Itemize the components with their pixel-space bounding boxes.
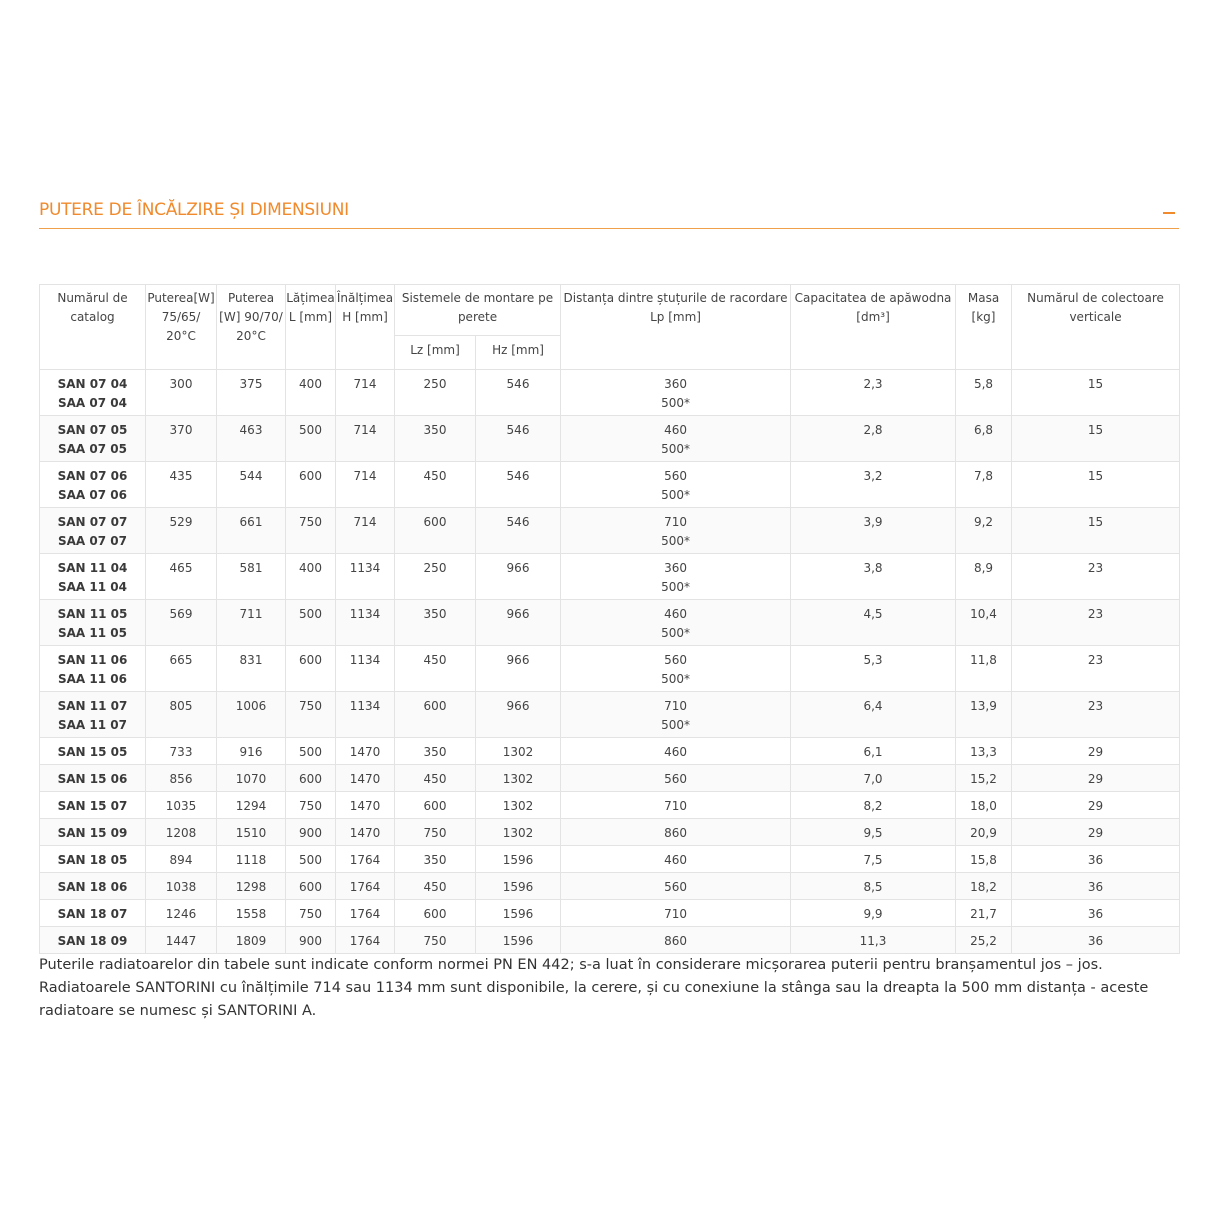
catalog-number-line: SAN 15 05 — [57, 745, 128, 759]
distance-cell — [561, 508, 791, 554]
height-cell: 1470 — [336, 792, 395, 819]
catalog-number — [40, 792, 146, 819]
collectors-cell: 36 — [1012, 927, 1180, 954]
width-cell: 900 — [286, 819, 336, 846]
mass-cell: 8,9 — [956, 554, 1012, 600]
power-90-cell: 916 — [217, 738, 286, 765]
power-75-cell: 465 — [146, 554, 217, 600]
mass-cell: 7,8 — [956, 462, 1012, 508]
catalog-number-line: SAA 11 05 — [58, 626, 127, 640]
height-cell: 714 — [336, 370, 395, 416]
mass-cell: 13,3 — [956, 738, 1012, 765]
distance-cell — [561, 692, 791, 738]
distance-cell-line: 500* — [661, 580, 690, 594]
width-cell: 500 — [286, 600, 336, 646]
power-90-cell: 661 — [217, 508, 286, 554]
hz-cell: 1302 — [476, 819, 561, 846]
power-90-cell: 1809 — [217, 927, 286, 954]
power-75-cell: 1208 — [146, 819, 217, 846]
hz-cell: 1302 — [476, 765, 561, 792]
lz-cell: 450 — [395, 646, 476, 692]
power-90-cell: 375 — [217, 370, 286, 416]
lz-cell: 350 — [395, 416, 476, 462]
table-row — [40, 927, 1180, 954]
catalog-number-line: SAN 18 07 — [57, 907, 128, 921]
lz-cell: 750 — [395, 819, 476, 846]
table-row — [40, 416, 1180, 462]
table-row — [40, 462, 1180, 508]
mass-cell: 11,8 — [956, 646, 1012, 692]
lz-cell: 250 — [395, 554, 476, 600]
catalog-number — [40, 900, 146, 927]
distance-cell-line: 500* — [661, 534, 690, 548]
distance-cell — [561, 416, 791, 462]
mass-cell: 21,7 — [956, 900, 1012, 927]
distance-cell — [561, 819, 791, 846]
table-row — [40, 692, 1180, 738]
height-cell: 1470 — [336, 819, 395, 846]
collectors-cell: 29 — [1012, 765, 1180, 792]
capacity-cell: 6,4 — [791, 692, 956, 738]
header-hz: Hz [mm] — [476, 336, 561, 370]
capacity-cell: 5,3 — [791, 646, 956, 692]
table-row — [40, 738, 1180, 765]
table-row — [40, 873, 1180, 900]
distance-cell-line: 500* — [661, 626, 690, 640]
catalog-number-line: SAA 11 04 — [58, 580, 127, 594]
height-cell: 1764 — [336, 846, 395, 873]
width-cell: 750 — [286, 900, 336, 927]
hz-cell: 546 — [476, 370, 561, 416]
width-cell: 600 — [286, 462, 336, 508]
collectors-cell: 15 — [1012, 508, 1180, 554]
distance-cell-line: 500* — [661, 718, 690, 732]
distance-cell-line: 860 — [664, 934, 687, 948]
width-cell: 750 — [286, 792, 336, 819]
mass-cell: 25,2 — [956, 927, 1012, 954]
mass-cell: 13,9 — [956, 692, 1012, 738]
power-90-cell: 711 — [217, 600, 286, 646]
power-75-cell: 733 — [146, 738, 217, 765]
collectors-cell: 23 — [1012, 692, 1180, 738]
header-lz: Lz [mm] — [395, 336, 476, 370]
mass-cell: 10,4 — [956, 600, 1012, 646]
catalog-number-line: SAA 07 07 — [58, 534, 127, 548]
height-cell: 1134 — [336, 692, 395, 738]
catalog-number — [40, 819, 146, 846]
power-90-cell: 1006 — [217, 692, 286, 738]
power-75-cell: 529 — [146, 508, 217, 554]
distance-cell — [561, 846, 791, 873]
hz-cell: 546 — [476, 508, 561, 554]
capacity-cell: 4,5 — [791, 600, 956, 646]
distance-cell-line: 560 — [664, 469, 687, 483]
distance-cell — [561, 370, 791, 416]
table-row — [40, 900, 1180, 927]
collectors-cell: 23 — [1012, 554, 1180, 600]
lz-cell: 600 — [395, 508, 476, 554]
catalog-number-line: SAA 07 06 — [58, 488, 127, 502]
hz-cell: 966 — [476, 600, 561, 646]
distance-cell-line: 560 — [664, 772, 687, 786]
power-75-cell: 665 — [146, 646, 217, 692]
power-90-cell: 581 — [217, 554, 286, 600]
power-75-cell: 856 — [146, 765, 217, 792]
power-75-cell: 1035 — [146, 792, 217, 819]
power-90-cell: 1118 — [217, 846, 286, 873]
capacity-cell: 3,2 — [791, 462, 956, 508]
collectors-cell: 36 — [1012, 873, 1180, 900]
lz-cell: 450 — [395, 462, 476, 508]
table-row — [40, 370, 1180, 416]
width-cell: 750 — [286, 692, 336, 738]
lz-cell: 600 — [395, 792, 476, 819]
table-row — [40, 819, 1180, 846]
hz-cell: 546 — [476, 416, 561, 462]
distance-cell-line: 710 — [664, 799, 687, 813]
power-90-cell: 831 — [217, 646, 286, 692]
distance-cell-line: 860 — [664, 826, 687, 840]
distance-cell-line: 500* — [661, 442, 690, 456]
power-75-cell: 805 — [146, 692, 217, 738]
width-cell: 500 — [286, 846, 336, 873]
distance-cell-line: 500* — [661, 672, 690, 686]
hz-cell: 1596 — [476, 846, 561, 873]
distance-cell — [561, 900, 791, 927]
width-cell: 500 — [286, 738, 336, 765]
distance-cell — [561, 765, 791, 792]
hz-cell: 1596 — [476, 927, 561, 954]
catalog-number-line: SAN 11 06 — [57, 653, 128, 667]
catalog-number-line: SAN 15 09 — [57, 826, 128, 840]
catalog-number — [40, 692, 146, 738]
header-capacity: Capacitatea de apăwodna [dm³] — [791, 285, 956, 370]
distance-cell-line: 460 — [664, 607, 687, 621]
footnote-line-1: Puterile radiatoarelor din tabele sunt indicate conform normei PN EN 442; s-a luat în considerare micșorarea puterii pentru branșamentul jos – jos. — [39, 957, 1103, 973]
catalog-number-line: SAN 18 09 — [57, 934, 128, 948]
section-header[interactable] — [39, 198, 1179, 229]
height-cell: 1134 — [336, 646, 395, 692]
width-cell: 400 — [286, 370, 336, 416]
power-90-cell: 1298 — [217, 873, 286, 900]
lz-cell: 450 — [395, 873, 476, 900]
height-cell: 1764 — [336, 927, 395, 954]
distance-cell-line: 500* — [661, 488, 690, 502]
catalog-number — [40, 738, 146, 765]
lz-cell: 600 — [395, 900, 476, 927]
distance-cell-line: 460 — [664, 423, 687, 437]
capacity-cell: 8,2 — [791, 792, 956, 819]
distance-cell — [561, 927, 791, 954]
catalog-number — [40, 600, 146, 646]
catalog-number — [40, 554, 146, 600]
capacity-cell: 9,9 — [791, 900, 956, 927]
catalog-number — [40, 846, 146, 873]
collectors-cell: 15 — [1012, 370, 1180, 416]
distance-cell-line: 710 — [664, 515, 687, 529]
power-75-cell: 1246 — [146, 900, 217, 927]
distance-cell — [561, 646, 791, 692]
table-row — [40, 765, 1180, 792]
height-cell: 1470 — [336, 765, 395, 792]
capacity-cell: 3,8 — [791, 554, 956, 600]
header-power-90: Puterea [W] 90/70/ 20°C — [217, 285, 286, 370]
lz-cell: 350 — [395, 738, 476, 765]
catalog-number-line: SAN 07 04 — [57, 377, 128, 391]
table-body — [40, 370, 1180, 954]
distance-cell-line: 560 — [664, 880, 687, 894]
power-75-cell: 370 — [146, 416, 217, 462]
mass-cell: 20,9 — [956, 819, 1012, 846]
width-cell: 600 — [286, 765, 336, 792]
catalog-number-line: SAA 11 06 — [58, 672, 127, 686]
catalog-number-line: SAN 18 06 — [57, 880, 128, 894]
power-75-cell: 1038 — [146, 873, 217, 900]
table-row — [40, 792, 1180, 819]
height-cell: 714 — [336, 416, 395, 462]
catalog-number-line: SAA 07 04 — [58, 396, 127, 410]
capacity-cell: 2,8 — [791, 416, 956, 462]
footnote-line-2: Radiatoarele SANTORINI cu înălțimile 714 sau 1134 mm sunt disponibile, la cerere, și cu conexiune la stânga sau la dreapta la 500 mm distanța - aceste radiatoare se numesc și SANTORINI A. — [39, 980, 1149, 1019]
power-90-cell: 1558 — [217, 900, 286, 927]
collectors-cell: 36 — [1012, 900, 1180, 927]
power-90-cell: 1510 — [217, 819, 286, 846]
width-cell: 500 — [286, 416, 336, 462]
lz-cell: 350 — [395, 846, 476, 873]
catalog-number — [40, 462, 146, 508]
header-catalog: Numărul de catalog — [40, 285, 146, 370]
catalog-number-line: SAN 07 06 — [57, 469, 128, 483]
height-cell: 1134 — [336, 554, 395, 600]
table-row — [40, 554, 1180, 600]
catalog-number-line: SAN 11 05 — [57, 607, 128, 621]
hz-cell: 966 — [476, 554, 561, 600]
distance-cell-line: 500* — [661, 396, 690, 410]
mass-cell: 5,8 — [956, 370, 1012, 416]
height-cell: 1134 — [336, 600, 395, 646]
width-cell: 600 — [286, 873, 336, 900]
collectors-cell: 29 — [1012, 819, 1180, 846]
height-cell: 714 — [336, 462, 395, 508]
height-cell: 1470 — [336, 738, 395, 765]
section-title: PUTERE DE ÎNCĂLZIRE ȘI DIMENSIUNI — [39, 200, 349, 220]
capacity-cell: 9,5 — [791, 819, 956, 846]
distance-cell-line: 560 — [664, 653, 687, 667]
collectors-cell: 29 — [1012, 792, 1180, 819]
height-cell: 714 — [336, 508, 395, 554]
header-mass: Masa [kg] — [956, 285, 1012, 370]
hz-cell: 966 — [476, 692, 561, 738]
distance-cell-line: 360 — [664, 561, 687, 575]
header-collectors: Numărul de colectoare verticale — [1012, 285, 1180, 370]
power-90-cell: 544 — [217, 462, 286, 508]
capacity-cell: 2,3 — [791, 370, 956, 416]
width-cell: 750 — [286, 508, 336, 554]
table-row — [40, 508, 1180, 554]
power-75-cell: 300 — [146, 370, 217, 416]
hz-cell: 1596 — [476, 873, 561, 900]
distance-cell — [561, 738, 791, 765]
distance-cell — [561, 554, 791, 600]
hz-cell: 1596 — [476, 900, 561, 927]
lz-cell: 750 — [395, 927, 476, 954]
lz-cell: 450 — [395, 765, 476, 792]
catalog-number — [40, 646, 146, 692]
hz-cell: 1302 — [476, 738, 561, 765]
width-cell: 400 — [286, 554, 336, 600]
collectors-cell: 23 — [1012, 600, 1180, 646]
height-cell: 1764 — [336, 873, 395, 900]
distance-cell — [561, 792, 791, 819]
distance-cell-line: 710 — [664, 699, 687, 713]
power-75-cell: 435 — [146, 462, 217, 508]
capacity-cell: 7,0 — [791, 765, 956, 792]
hz-cell: 966 — [476, 646, 561, 692]
catalog-number — [40, 416, 146, 462]
header-power-75: Puterea[W] 75/65/ 20°C — [146, 285, 217, 370]
collectors-cell: 15 — [1012, 462, 1180, 508]
lz-cell: 350 — [395, 600, 476, 646]
table-row — [40, 846, 1180, 873]
hz-cell: 546 — [476, 462, 561, 508]
catalog-number — [40, 508, 146, 554]
capacity-cell: 7,5 — [791, 846, 956, 873]
catalog-number — [40, 873, 146, 900]
width-cell: 900 — [286, 927, 336, 954]
header-width: Lățimea L [mm] — [286, 285, 336, 370]
width-cell: 600 — [286, 646, 336, 692]
distance-cell — [561, 873, 791, 900]
power-75-cell: 894 — [146, 846, 217, 873]
header-mounting: Sistemele de montare pe perete — [395, 285, 561, 336]
header-height: Înălțimea H [mm] — [336, 285, 395, 370]
power-90-cell: 463 — [217, 416, 286, 462]
catalog-number-line: SAN 15 07 — [57, 799, 128, 813]
mass-cell: 18,0 — [956, 792, 1012, 819]
table-row — [40, 646, 1180, 692]
power-75-cell: 569 — [146, 600, 217, 646]
capacity-cell: 8,5 — [791, 873, 956, 900]
mass-cell: 18,2 — [956, 873, 1012, 900]
power-90-cell: 1294 — [217, 792, 286, 819]
catalog-number-line: SAN 11 07 — [57, 699, 128, 713]
distance-cell-line: 710 — [664, 907, 687, 921]
catalog-number-line: SAN 18 05 — [57, 853, 128, 867]
height-cell: 1764 — [336, 900, 395, 927]
collectors-cell: 23 — [1012, 646, 1180, 692]
lz-cell: 600 — [395, 692, 476, 738]
catalog-number — [40, 927, 146, 954]
catalog-number-line: SAN 07 05 — [57, 423, 128, 437]
catalog-number-line: SAA 11 07 — [58, 718, 127, 732]
minus-icon[interactable] — [1163, 212, 1175, 214]
power-75-cell: 1447 — [146, 927, 217, 954]
catalog-number — [40, 370, 146, 416]
footnote — [39, 954, 1189, 1023]
collectors-cell: 15 — [1012, 416, 1180, 462]
table-row — [40, 600, 1180, 646]
header-distance: Distanța dintre ștuțurile de racordare Lp [mm] — [561, 285, 791, 370]
distance-cell — [561, 462, 791, 508]
collectors-cell: 29 — [1012, 738, 1180, 765]
capacity-cell: 11,3 — [791, 927, 956, 954]
distance-cell-line: 360 — [664, 377, 687, 391]
catalog-number-line: SAN 07 07 — [57, 515, 128, 529]
mass-cell: 15,2 — [956, 765, 1012, 792]
mass-cell: 6,8 — [956, 416, 1012, 462]
mass-cell: 15,8 — [956, 846, 1012, 873]
catalog-number-line: SAA 07 05 — [58, 442, 127, 456]
collectors-cell: 36 — [1012, 846, 1180, 873]
hz-cell: 1302 — [476, 792, 561, 819]
lz-cell: 250 — [395, 370, 476, 416]
catalog-number-line: SAN 11 04 — [57, 561, 128, 575]
catalog-number — [40, 765, 146, 792]
power-90-cell: 1070 — [217, 765, 286, 792]
distance-cell-line: 460 — [664, 745, 687, 759]
capacity-cell: 3,9 — [791, 508, 956, 554]
catalog-number-line: SAN 15 06 — [57, 772, 128, 786]
capacity-cell: 6,1 — [791, 738, 956, 765]
specs-table — [39, 284, 1180, 954]
distance-cell — [561, 600, 791, 646]
distance-cell-line: 460 — [664, 853, 687, 867]
mass-cell: 9,2 — [956, 508, 1012, 554]
